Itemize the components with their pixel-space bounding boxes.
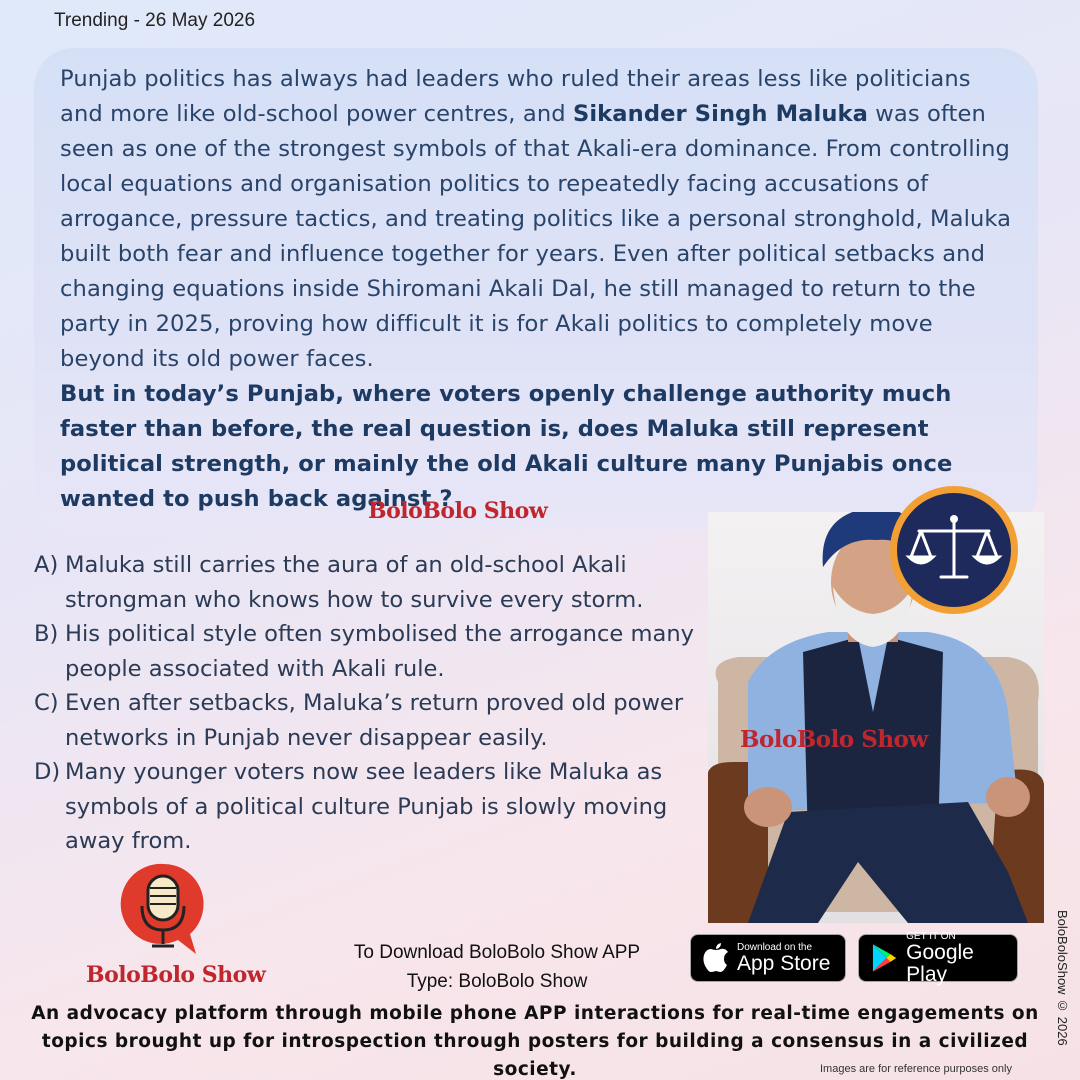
apple-icon <box>703 943 729 973</box>
app-store-button[interactable]: Download on the App Store <box>690 934 846 982</box>
microphone-icon <box>118 862 208 962</box>
google-play-button[interactable]: GET IT ON Google Play <box>858 934 1018 982</box>
poll-options <box>34 548 714 859</box>
google-play-icon <box>871 943 898 973</box>
scales-of-justice-icon <box>897 493 1011 607</box>
option-d[interactable]: D) Many younger voters now see leaders like Maluka as symbols of a political culture Punjab is slowly moving away from. <box>34 759 668 854</box>
scales-badge <box>890 486 1018 614</box>
download-instructions: To Download BoloBolo Show APP Type: BoloBolo Show <box>353 942 641 992</box>
option-a[interactable]: A) Maluka still carries the aura of an old-school Akali strongman who knows how to survive every storm. <box>34 552 644 613</box>
story-card <box>34 48 1038 530</box>
brand-logo-text: BoloBolo Show <box>86 962 266 988</box>
copyright-vertical: BoloBoloShow © 2026 <box>1055 910 1070 1046</box>
platform-tagline: An advocacy platform through mobile phone APP interactions for real-time engagements on topics brought up for introspection through posters for building a consensus in a civilized society. <box>31 1003 1039 1080</box>
story-question: But in today’s Punjab, where voters openly challenge authority much faster than before, the real question is, does Maluka still represent political strength, or mainly the old Akali culture many Punjabis once wanted to push back against ? <box>60 381 953 512</box>
brand-watermark: BoloBolo Show <box>368 498 548 524</box>
image-disclaimer: Images are for reference purposes only <box>820 1063 1012 1075</box>
option-c[interactable]: C) Even after setbacks, Maluka’s return proved old power networks in Punjab never disappear easily. <box>34 690 684 751</box>
photo-watermark: BoloBolo Show <box>740 726 928 753</box>
person-name: Sikander Singh Maluka <box>572 101 869 127</box>
story-paragraph: Punjab politics has always had leaders who ruled their areas less like politicians and more like old-school power centres, and Sikander Singh Maluka was often seen as one of the strongest symbols of that Akali-era dominance. From controlling local equations and organisation politics to repeatedly facing accusations of arrogance, pressure tactics, and treating politics like a personal stronghold, Maluka built both fear and influence together for years. Even after political setbacks and changing equations inside Shiromani Akali Dal, he still managed to return to the party in 2025, proving how difficult it is for Akali politics to completely move beyond its old power faces. <box>60 66 1012 372</box>
trending-date: Trending - 26 May 2026 <box>54 10 256 31</box>
option-b[interactable]: B) His political style often symbolised the arrogance many people associated with Akali rule. <box>34 621 695 682</box>
